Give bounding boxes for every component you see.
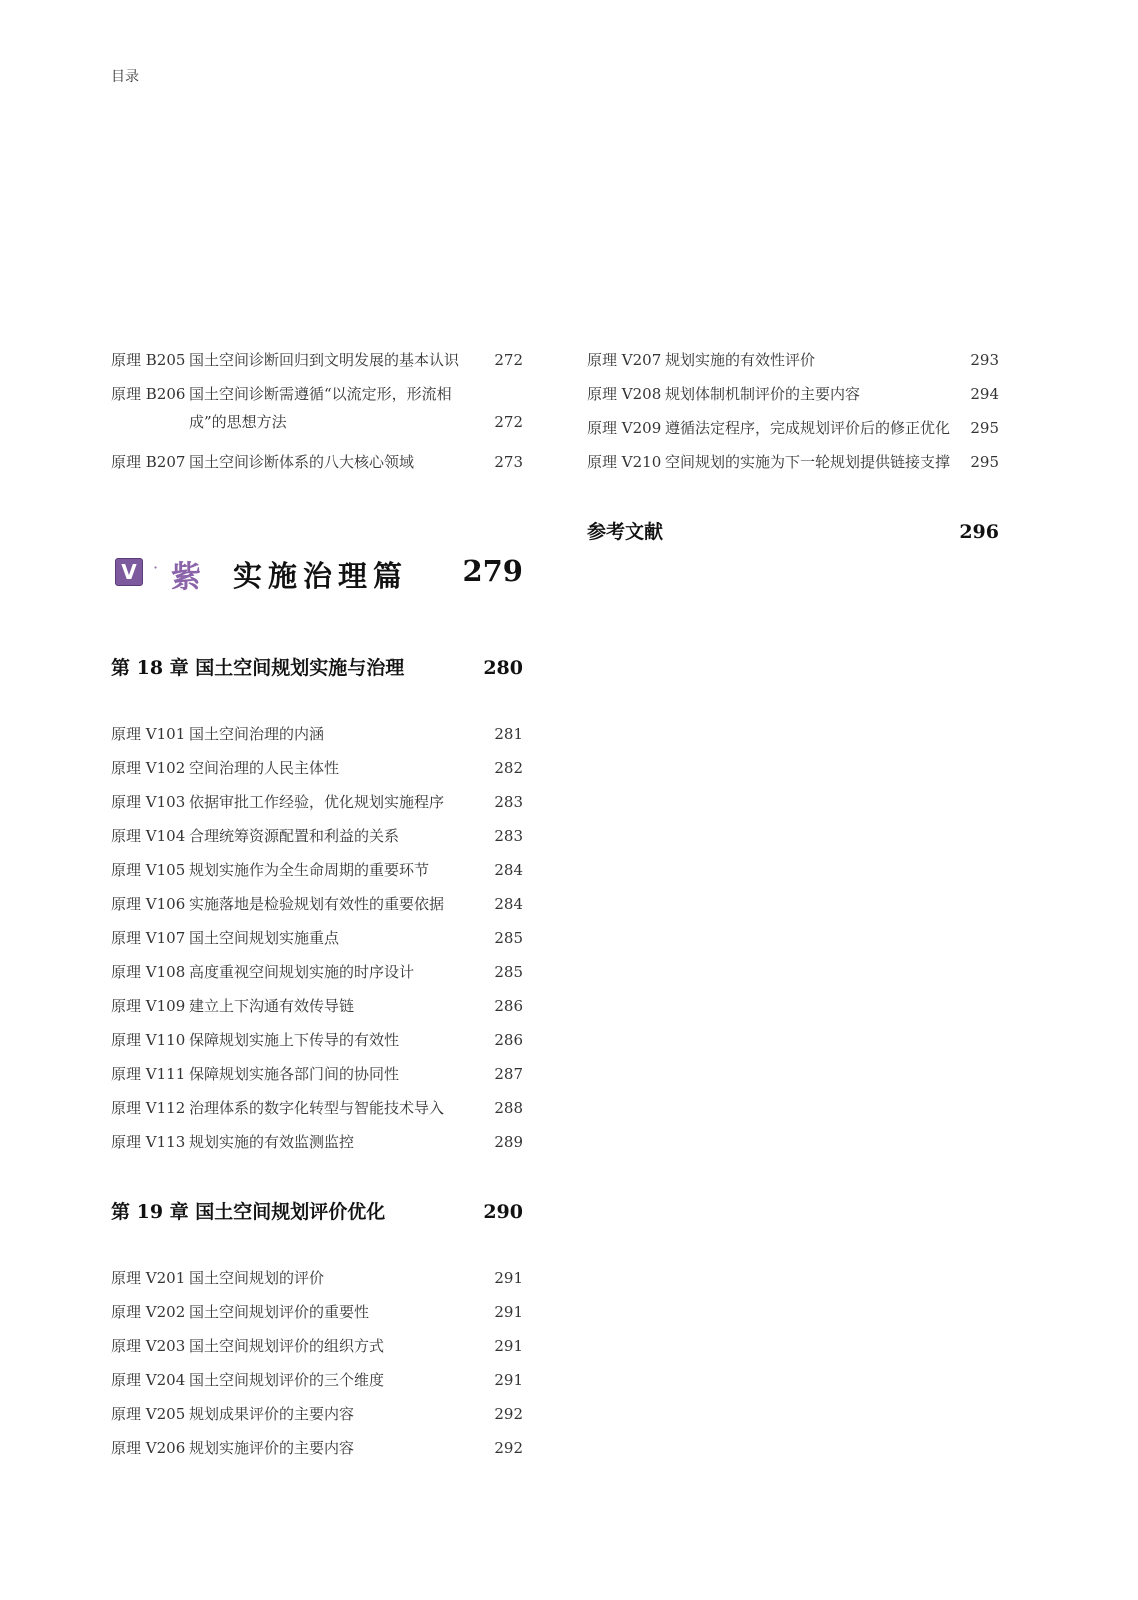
section-symbol: 紫 (171, 560, 201, 595)
entry-page: 272 (494, 351, 523, 369)
entry-page: 294 (970, 385, 999, 403)
entry-page: 272 (494, 413, 523, 431)
entry-title: 依据审批工作经验，优化规划实施程序 (189, 793, 445, 811)
entry-page: 295 (970, 419, 999, 437)
entry-page: 291 (494, 1269, 523, 1287)
entry-title: 遵循法定程序，完成规划评价后的修正优化 (665, 419, 951, 437)
entry-code: 原理 V106 (111, 895, 186, 913)
references-title: 参考文献 (587, 521, 664, 543)
entry-title: 空间规划的实施为下一轮规划提供链接支撑 (665, 453, 951, 471)
entry-code: 原理 V112 (111, 1099, 186, 1117)
dot-separator: · (153, 558, 159, 577)
chapter-title: 第 19 章 国土空间规划评价优化 (111, 1201, 386, 1223)
entry-title: 规划实施作为全生命周期的重要环节 (189, 861, 430, 879)
entry-page: 295 (970, 453, 999, 471)
references-heading[interactable] (587, 516, 999, 548)
entry-code: 原理 V102 (111, 759, 186, 777)
section-heading[interactable] (111, 552, 523, 596)
right-column (587, 0, 999, 1600)
entry-code: 原理 V205 (111, 1405, 186, 1423)
entry-page: 273 (494, 453, 523, 471)
entry-page: 286 (494, 997, 523, 1015)
entry-page: 288 (494, 1099, 523, 1117)
entry-code: 原理 V204 (111, 1371, 186, 1389)
entry-code: 原理 V208 (587, 385, 662, 403)
entry-title: 规划成果评价的主要内容 (189, 1405, 355, 1423)
entry-code: 原理 V111 (111, 1065, 186, 1083)
entry-page: 284 (494, 895, 523, 913)
entry-page: 287 (494, 1065, 523, 1083)
chapter-title: 第 18 章 国土空间规划实施与治理 (111, 657, 405, 679)
entry-code: 原理 V101 (111, 725, 186, 743)
entry-code: 原理 V209 (587, 419, 662, 437)
entry-page: 293 (970, 351, 999, 369)
entry-page: 285 (494, 963, 523, 981)
entry-title: 规划实施评价的主要内容 (189, 1439, 355, 1457)
entry-title: 高度重视空间规划实施的时序设计 (189, 963, 415, 981)
entry-title: 保障规划实施上下传导的有效性 (189, 1031, 400, 1049)
entry-title: 空间治理的人民主体性 (189, 759, 340, 777)
entry-page: 291 (494, 1371, 523, 1389)
entry-title: 国土空间规划实施重点 (189, 929, 340, 947)
toc-entry[interactable] (111, 380, 523, 436)
entry-page: 282 (494, 759, 523, 777)
entry-code: 原理 V104 (111, 827, 186, 845)
chapter-page: 280 (483, 657, 523, 679)
entry-title: 国土空间诊断回归到文明发展的基本认识 (189, 351, 460, 369)
entry-title: 国土空间诊断体系的八大核心领域 (189, 453, 415, 471)
entry-code: 原理 V203 (111, 1337, 186, 1355)
entry-code: 原理 V210 (587, 453, 662, 471)
entry-code: 原理 B206 (111, 385, 186, 403)
entry-title: 治理体系的数字化转型与智能技术导入 (189, 1099, 445, 1117)
chapter-18-heading[interactable] (111, 652, 523, 684)
section-badge: V (115, 558, 143, 586)
entry-code: 原理 V110 (111, 1031, 186, 1049)
entry-page: 285 (494, 929, 523, 947)
entry-title: 保障规划实施各部门间的协同性 (189, 1065, 400, 1083)
entry-code: 原理 V113 (111, 1133, 186, 1151)
entry-page: 291 (494, 1303, 523, 1321)
section-page: 279 (462, 554, 523, 588)
entry-code: 原理 V207 (587, 351, 662, 369)
entry-title: 合理统筹资源配置和利益的关系 (189, 827, 400, 845)
entry-title: 实施落地是检验规划有效性的重要依据 (189, 895, 445, 913)
entry-code: 原理 V108 (111, 963, 186, 981)
entry-code: 原理 V201 (111, 1269, 186, 1287)
entry-page: 292 (494, 1405, 523, 1423)
entry-code: 原理 B205 (111, 351, 186, 369)
entry-code: 原理 V103 (111, 793, 186, 811)
entry-code: 原理 V206 (111, 1439, 186, 1457)
entry-code: 原理 V105 (111, 861, 186, 879)
entry-page: 283 (494, 793, 523, 811)
entry-page: 292 (494, 1439, 523, 1457)
section-title: 实施治理篇 (233, 559, 409, 593)
page-header: 目录 (111, 69, 139, 85)
entry-title: 国土空间规划的评价 (189, 1269, 325, 1287)
entry-page: 286 (494, 1031, 523, 1049)
entry-title: 规划实施的有效性评价 (665, 351, 816, 369)
left-column (111, 0, 523, 1600)
entry-code: 原理 V107 (111, 929, 186, 947)
chapter-page: 290 (483, 1201, 523, 1223)
entry-page: 291 (494, 1337, 523, 1355)
entry-title: 国土空间规划评价的组织方式 (189, 1337, 385, 1355)
entry-page: 283 (494, 827, 523, 845)
entry-code: 原理 B207 (111, 453, 186, 471)
entry-title: 建立上下沟通有效传导链 (189, 997, 355, 1015)
chapter-19-heading[interactable] (111, 1196, 523, 1228)
entry-title: 国土空间规划评价的重要性 (189, 1303, 370, 1321)
entry-title: 规划实施的有效监测监控 (189, 1133, 355, 1151)
entry-title: 国土空间规划评价的三个维度 (189, 1371, 385, 1389)
entry-title: 国土空间诊断需遵循“以流定形，形流相成”的思想方法 (189, 385, 452, 431)
entry-code: 原理 V202 (111, 1303, 186, 1321)
entry-page: 281 (494, 725, 523, 743)
entry-code: 原理 V109 (111, 997, 186, 1015)
entry-page: 284 (494, 861, 523, 879)
entry-title: 规划体制机制评价的主要内容 (665, 385, 861, 403)
entry-title: 国土空间治理的内涵 (189, 725, 325, 743)
entry-page: 289 (494, 1133, 523, 1151)
references-page: 296 (959, 521, 999, 543)
